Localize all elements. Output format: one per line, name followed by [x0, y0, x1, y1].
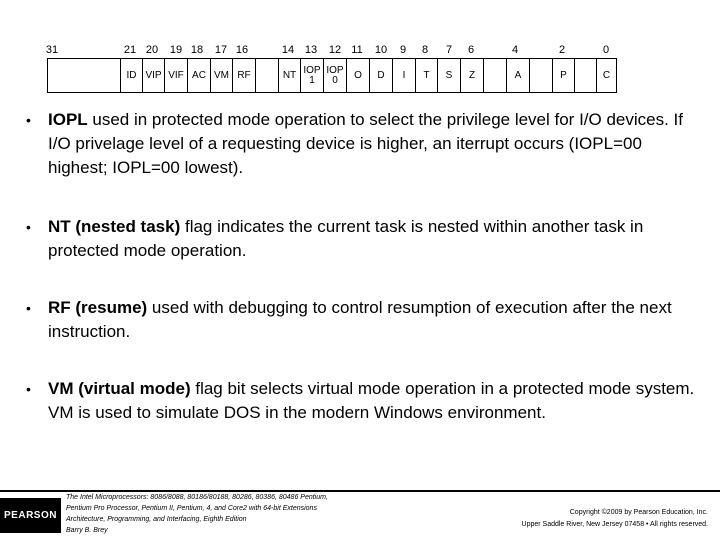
bullet-dot: • — [26, 219, 31, 235]
book-citation-line: Pentium Pro Processor, Pentium II, Pentium, 4, and Core2 with 64-bit Extensions — [66, 505, 317, 512]
bullet-term: NT (nested task) — [48, 217, 181, 236]
flag-field-rf: RF — [237, 69, 251, 81]
reserved-field — [256, 59, 278, 92]
bullet-description: flag bit selects virtual mode operation in a protected mode system. VM is used to simulate DOS in the modern Windows environment. — [48, 379, 695, 422]
bit-number: 12 — [328, 44, 342, 56]
flag-field-a: A — [514, 69, 522, 81]
bit-number: 31 — [45, 44, 59, 56]
flag-field-id: ID — [126, 69, 137, 81]
flag-field-iopl-1: IOP 1 — [303, 64, 321, 86]
reserved-field — [484, 59, 506, 92]
flag-field-s: S — [445, 69, 453, 81]
flag-field-nt: NT — [282, 69, 297, 81]
flag-field-d: D — [377, 69, 385, 81]
bit-number: 2 — [558, 44, 566, 56]
flag-field-ac: AC — [192, 69, 206, 81]
bit-number: 4 — [511, 44, 519, 56]
bit-number: 13 — [304, 44, 318, 56]
copyright-line: Upper Saddle River, New Jersey 07458 • All rights reserved. — [521, 521, 708, 528]
bit-number: 17 — [214, 44, 228, 56]
pearson-logo: PEARSON — [0, 498, 61, 533]
flag-field-i: I — [402, 69, 406, 81]
bit-number: 20 — [145, 44, 159, 56]
bit-number: 7 — [445, 44, 453, 56]
bullet-description: used with debugging to control resumption of execution after the next instruction. — [48, 298, 672, 341]
bullet-text — [48, 108, 698, 180]
flag-field-c: C — [602, 69, 611, 81]
bit-number: 0 — [602, 44, 610, 56]
reserved-field — [48, 59, 120, 92]
flag-field-o: O — [354, 69, 362, 81]
book-citation — [66, 492, 386, 536]
bullet-description: used in protected mode operation to select the privilege level for I/O devices. If I/O privelage level of a requesting device is higher, an iterrupt occurs (IOPL=00 highest; IOPL=00 lowest). — [48, 110, 683, 177]
flag-field-vm: VM — [214, 69, 229, 81]
flag-field-p: P — [560, 69, 567, 81]
flag-field-z: Z — [468, 69, 476, 81]
bit-number: 21 — [123, 44, 137, 56]
bullet-text — [48, 377, 698, 425]
book-citation-line: The Intel Microprocessors: 8086/8088, 80186/80188, 80286, 80386, 80486 Pentium, — [66, 494, 328, 501]
eflags-register-diagram — [47, 58, 617, 93]
bit-number-row — [0, 44, 720, 58]
bullet-dot: • — [26, 381, 31, 397]
bit-number: 18 — [190, 44, 204, 56]
reserved-field — [530, 59, 552, 92]
bullet-description: flag indicates the current task is nested within another task in protected mode operation. — [48, 217, 644, 260]
copyright-notice — [408, 507, 708, 531]
bit-number: 10 — [374, 44, 388, 56]
bit-number: 16 — [235, 44, 249, 56]
bullet-dot: • — [26, 112, 31, 128]
bullet-text — [48, 296, 698, 344]
bullet-term: IOPL — [48, 110, 88, 129]
reserved-field — [575, 59, 596, 92]
bullet-term: VM (virtual mode) — [48, 379, 191, 398]
bullet-dot: • — [26, 300, 31, 316]
bullet-text — [48, 215, 698, 263]
book-author: Barry B. Brey — [66, 527, 108, 534]
bit-number: 6 — [467, 44, 475, 56]
bit-number: 9 — [399, 44, 407, 56]
flag-field-iopl-0: IOP 0 — [326, 64, 344, 86]
copyright-line: Copyright ©2009 by Pearson Education, Inc. — [569, 509, 708, 516]
bullet-term: RF (resume) — [48, 298, 148, 317]
book-citation-line: Architecture, Programming, and Interfacing, Eighth Edition — [66, 516, 247, 523]
bit-number: 11 — [351, 44, 363, 56]
flag-field-vip: VIP — [145, 69, 162, 81]
bit-number: 14 — [281, 44, 295, 56]
flag-field-t: T — [423, 69, 430, 81]
flag-field-vif: VIF — [168, 69, 184, 81]
bit-number: 19 — [169, 44, 183, 56]
bit-number: 8 — [421, 44, 429, 56]
